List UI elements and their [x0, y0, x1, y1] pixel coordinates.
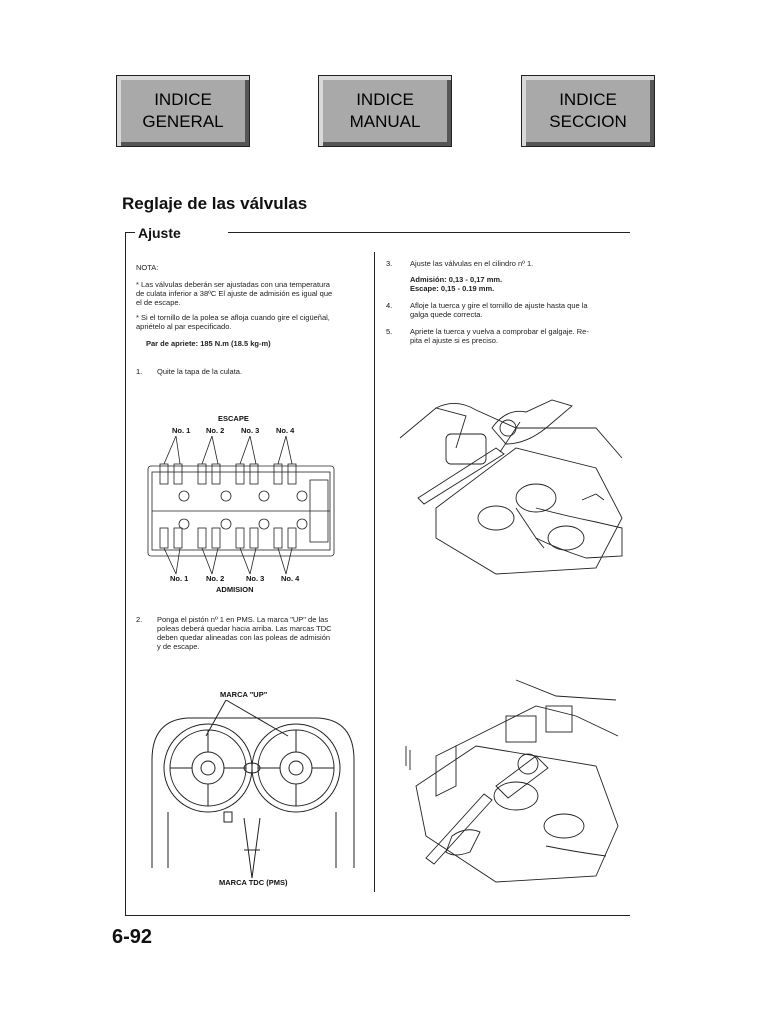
step-5-number: 5. — [386, 327, 393, 336]
cylinder-head-illustration — [140, 436, 340, 576]
valve-adjustment-illustration-2 — [396, 676, 626, 886]
fig1-top-no2: No. 2 — [206, 426, 225, 435]
indice-general-line1: INDICE — [154, 90, 212, 109]
fig2-marca-tdc-label: MARCA TDC (PMS) — [219, 878, 288, 887]
step-1-text: Quite la tapa de la culata. — [157, 367, 243, 376]
note-2-line-1: * Si el tornillo de la polea se afloja cuando gire el cigüeñal, — [136, 313, 330, 322]
step-3-text: Ajuste las válvulas en el cilindro nº 1. — [410, 259, 534, 268]
fig1-top-no3: No. 3 — [241, 426, 260, 435]
fig1-escape-label: ESCAPE — [218, 414, 249, 423]
step-2-line-1: Ponga el pistón nº 1 en PMS. La marca "UP" de las — [157, 615, 329, 624]
camshaft-pulleys-illustration — [148, 700, 358, 880]
frame-line — [125, 232, 135, 233]
note-1-line-1: * Las válvulas deberán ser ajustadas con una temperatura — [136, 280, 330, 289]
section-title: Reglaje de las válvulas — [122, 194, 308, 213]
indice-manual-line1: INDICE — [356, 90, 414, 109]
valve-adjustment-illustration-1 — [396, 388, 626, 578]
fig1-top-no1: No. 1 — [172, 426, 191, 435]
fig1-top-no4: No. 4 — [276, 426, 295, 435]
indice-seccion-button[interactable] — [521, 75, 655, 147]
fig1-bottom-no4: No. 4 — [281, 574, 300, 583]
step-4-line-1: Afloje la tuerca y gire el tornillo de ajuste hasta que la — [410, 301, 588, 310]
fig1-bottom-no2: No. 2 — [206, 574, 225, 583]
step-2-number: 2. — [136, 615, 143, 624]
indice-general-button[interactable] — [116, 75, 250, 147]
indice-seccion-line1: INDICE — [559, 90, 617, 109]
nota-label: NOTA: — [136, 263, 159, 272]
step-2-line-3: deben quedar alineadas con las poleas de admisión — [157, 633, 331, 642]
page-number: 6-92 — [112, 926, 153, 948]
step-5-line-2: pita el ajuste si es preciso. — [410, 336, 498, 345]
frame-line — [125, 232, 126, 916]
indice-manual-line2: MANUAL — [349, 112, 421, 131]
step-4-number: 4. — [386, 301, 393, 310]
step-2-line-4: y de escape. — [157, 642, 200, 651]
fig1-bottom-no3: No. 3 — [246, 574, 265, 583]
step-3-number: 3. — [386, 259, 393, 268]
fig1-admision-label: ADMISION — [216, 585, 254, 594]
note-2-line-2: apriételo al par especificado. — [136, 322, 232, 331]
indice-seccion-line2: SECCION — [549, 112, 627, 131]
fig1-bottom-no1: No. 1 — [170, 574, 189, 583]
frame-line — [125, 915, 630, 916]
step-4-line-2: galga quede correcta. — [410, 310, 483, 319]
step-5-line-1: Apriete la tuerca y vuelva a comprobar el galgaje. Re- — [410, 327, 589, 336]
frame-line — [228, 232, 630, 233]
spec-admision: Admisión: 0,13 - 0,17 mm. — [410, 275, 503, 284]
note-1-line-3: el de escape. — [136, 298, 181, 307]
indice-general-line2: GENERAL — [142, 112, 224, 131]
column-divider — [374, 252, 375, 892]
torque-spec: Par de apriete: 185 N.m (18.5 kg-m) — [146, 339, 271, 348]
subsection-title: Ajuste — [138, 225, 181, 241]
step-1-number: 1. — [136, 367, 143, 376]
spec-escape: Escape: 0,15 - 0.19 mm. — [410, 284, 495, 293]
indice-manual-button[interactable] — [318, 75, 452, 147]
note-1-line-2: de culata inferior a 38ºC El ajuste de admisión es igual que — [136, 289, 333, 298]
step-2-line-2: poleas deberá quedar hacia arriba. Las marcas TDC — [157, 624, 332, 633]
fig2-marca-up-label: MARCA "UP" — [220, 690, 268, 699]
